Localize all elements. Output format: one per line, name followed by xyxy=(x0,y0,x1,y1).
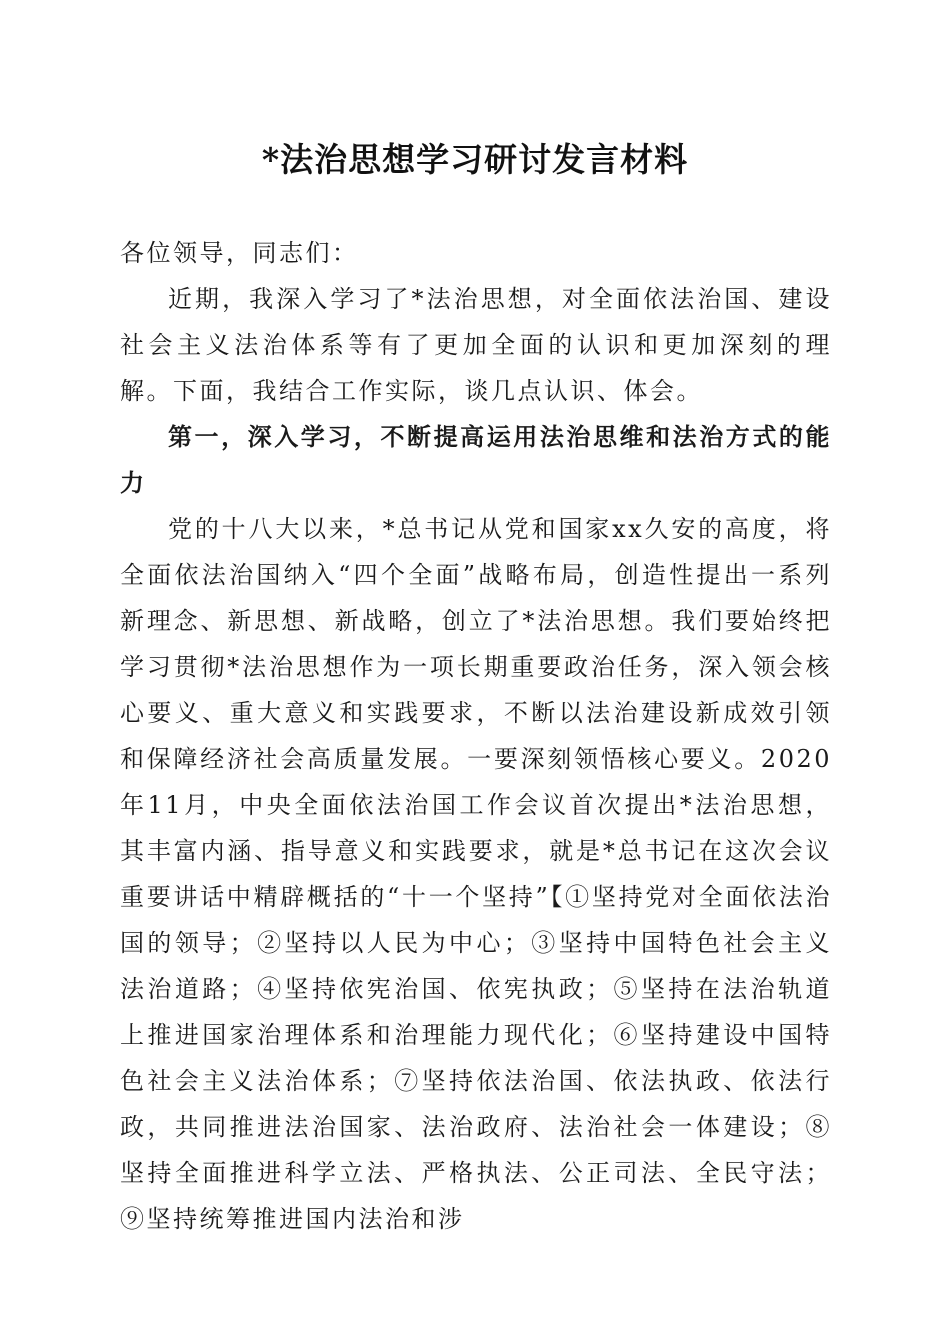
document-title: *法治思想学习研讨发言材料 xyxy=(261,140,689,179)
section-heading-1: 第一，深入学习，不断提高运用法治思维和法治方式的能力 xyxy=(120,422,832,497)
intro-paragraph: 近期，我深入学习了*法治思想，对全面依法治国、建设社会主义法治体系等有了更加全面的认识和更加深刻的理解。下面，我结合工作实际，谈几点认识、体会。 xyxy=(120,285,832,405)
section-1-paragraph: 党的十八大以来，*总书记从党和国家xx久安的高度，将全面依法治国纳入“四个全面”战略布局，创造性提出一系列新理念、新思想、新战略，创立了*法治思想。我们要始终把学习贯彻*法治思想作为一项长期重要政治任务，深入领会核心要义、重大意义和实践要求，不断以法治建设新成效引领和保障经济社会高质量发展。一要深刻领悟核心要义。2020年11月，中央全面依法治国工作会议首次提出*法治思想，其丰富内涵、指导意义和实践要求，就是*总书记在这次会议重要讲话中精辟概括的“十一个坚持”【①坚持党对全面依法治国的领导；②坚持以人民为中心；③坚持中国特色社会主义法治道路；④坚持依宪治国、依宪执政；⑤坚持在法治轨道上推进国家治理体系和治理能力现代化；⑥坚持建设中国特色社会主义法治体系；⑦坚持依法治国、依法执政、依法行政，共同推进法治国家、法治政府、法治社会一体建设；⑧坚持全面推进科学立法、严格执法、公正司法、全民守法；⑨坚持统筹推进国内法治和涉 xyxy=(120,515,832,1233)
salutation: 各位领导，同志们： xyxy=(120,239,359,267)
document-body xyxy=(120,230,832,1242)
